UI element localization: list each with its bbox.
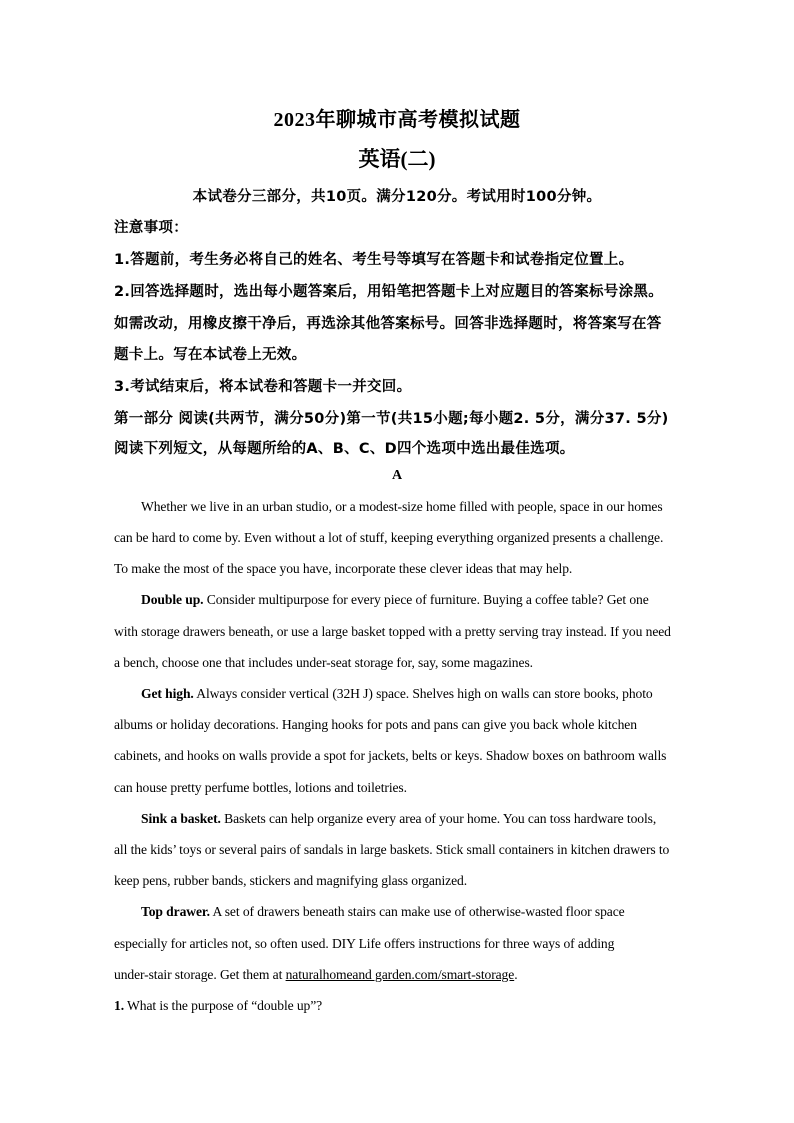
paragraph-get-high-line-3: cabinets, and hooks on walls provide a spot for jackets, belts or keys. Shadow boxes on bathroom walls (114, 748, 667, 763)
exam-subtitle: 英语(二) (358, 147, 436, 171)
note-item-3: 3.考试结束后，将本试卷和答题卡一并交回。 (114, 379, 412, 395)
paragraph-text: under-stair storage. Get them at (114, 967, 286, 982)
paragraph-lead-sink-basket: Sink a basket. (141, 811, 221, 826)
paragraph-get-high-line-1 (141, 686, 653, 702)
notes-heading: 注意事项： (114, 220, 188, 236)
paragraph-top-drawer-line-3 (114, 967, 518, 983)
paragraph-sink-basket-line-2: all the kids’ toys or several pairs of sandals in large baskets. Stick small containers in kitchen drawers to (114, 842, 670, 857)
note-item-1: 1.答题前，考生务必将自己的姓名、考生号等填写在答题卡和试卷指定位置上。 (114, 252, 634, 268)
question-number: 1. (114, 998, 124, 1013)
section-part-line: 第一部分 阅读(共两节，满分50分)第一节(共15小题;每小题2. 5分，满分37. 5分) (114, 411, 669, 427)
paragraph-double-up-line-3: a bench, choose one that includes under-seat storage for, say, some magazines. (114, 655, 533, 670)
paragraph-text: Consider multipurpose for every piece of furniture. Buying a coffee table? Get one (203, 592, 649, 607)
paragraph-top-drawer-line-1 (141, 904, 625, 920)
paragraph-double-up-line-1 (141, 592, 649, 608)
paragraph-lead-get-high: Get high. (141, 686, 194, 701)
paragraph-lead-top-drawer: Top drawer. (141, 904, 210, 919)
paragraph-sink-basket-line-3: keep pens, rubber bands, stickers and magnifying glass organized. (114, 873, 468, 888)
paragraph-get-high-line-4: can house pretty perfume bottles, lotions and toiletries. (114, 780, 407, 795)
paragraph-sink-basket-line-1 (141, 811, 656, 827)
intro-line-2: can be hard to come by. Even without a lot of stuff, keeping everything organized presents a challenge. (114, 530, 664, 545)
note-item-2-line-1: 2.回答选择题时，选出每小题答案后，用铅笔把答题卡上对应题目的答案标号涂黑。 (114, 284, 663, 300)
storage-link[interactable]: naturalhomeand garden.com/smart-storage (285, 967, 515, 982)
paragraph-text: Baskets can help organize every area of your home. You can toss hardware tools, (220, 811, 657, 826)
passage-label: A (391, 468, 403, 483)
intro-line-3: To make the most of the space you have, incorporate these clever ideas that may help. (114, 561, 573, 576)
paragraph-text: . (514, 967, 518, 982)
paragraph-text: A set of drawers beneath stairs can make use of otherwise-wasted floor space (209, 904, 625, 919)
paragraph-lead-double-up: Double up. (141, 592, 204, 607)
section-instruction: 阅读下列短文，从每题所给的A、B、C、D四个选项中选出最佳选项。 (114, 441, 575, 457)
paragraph-double-up-line-2: with storage drawers beneath, or use a large basket topped with a pretty serving tray instead. If you need (114, 624, 671, 639)
exam-title: 2023年聊城市高考模拟试题 (273, 109, 521, 131)
exam-info: 本试卷分三部分，共10页。满分120分。考试用时100分钟。 (192, 189, 602, 205)
question-text: What is the purpose of “double up”? (124, 998, 323, 1013)
paragraph-text: Always consider vertical (32H J) space. Shelves high on walls can store books, photo (193, 686, 653, 701)
paragraph-top-drawer-line-2: especially for articles not, so often used. DIY Life offers instructions for three ways of adding (114, 936, 615, 951)
paragraph-get-high-line-2: albums or holiday decorations. Hanging hooks for pots and pans can give you back whole kitchen (114, 717, 637, 732)
intro-line-1: Whether we live in an urban studio, or a modest-size home filled with people, space in our homes (141, 499, 663, 514)
question-1 (114, 998, 322, 1014)
note-item-2-line-2: 如需改动，用橡皮擦干净后，再选涂其他答案标号。回答非选择题时，将答案写在答 (114, 316, 662, 332)
note-item-2-line-3: 题卡上。写在本试卷上无效。 (114, 347, 307, 363)
